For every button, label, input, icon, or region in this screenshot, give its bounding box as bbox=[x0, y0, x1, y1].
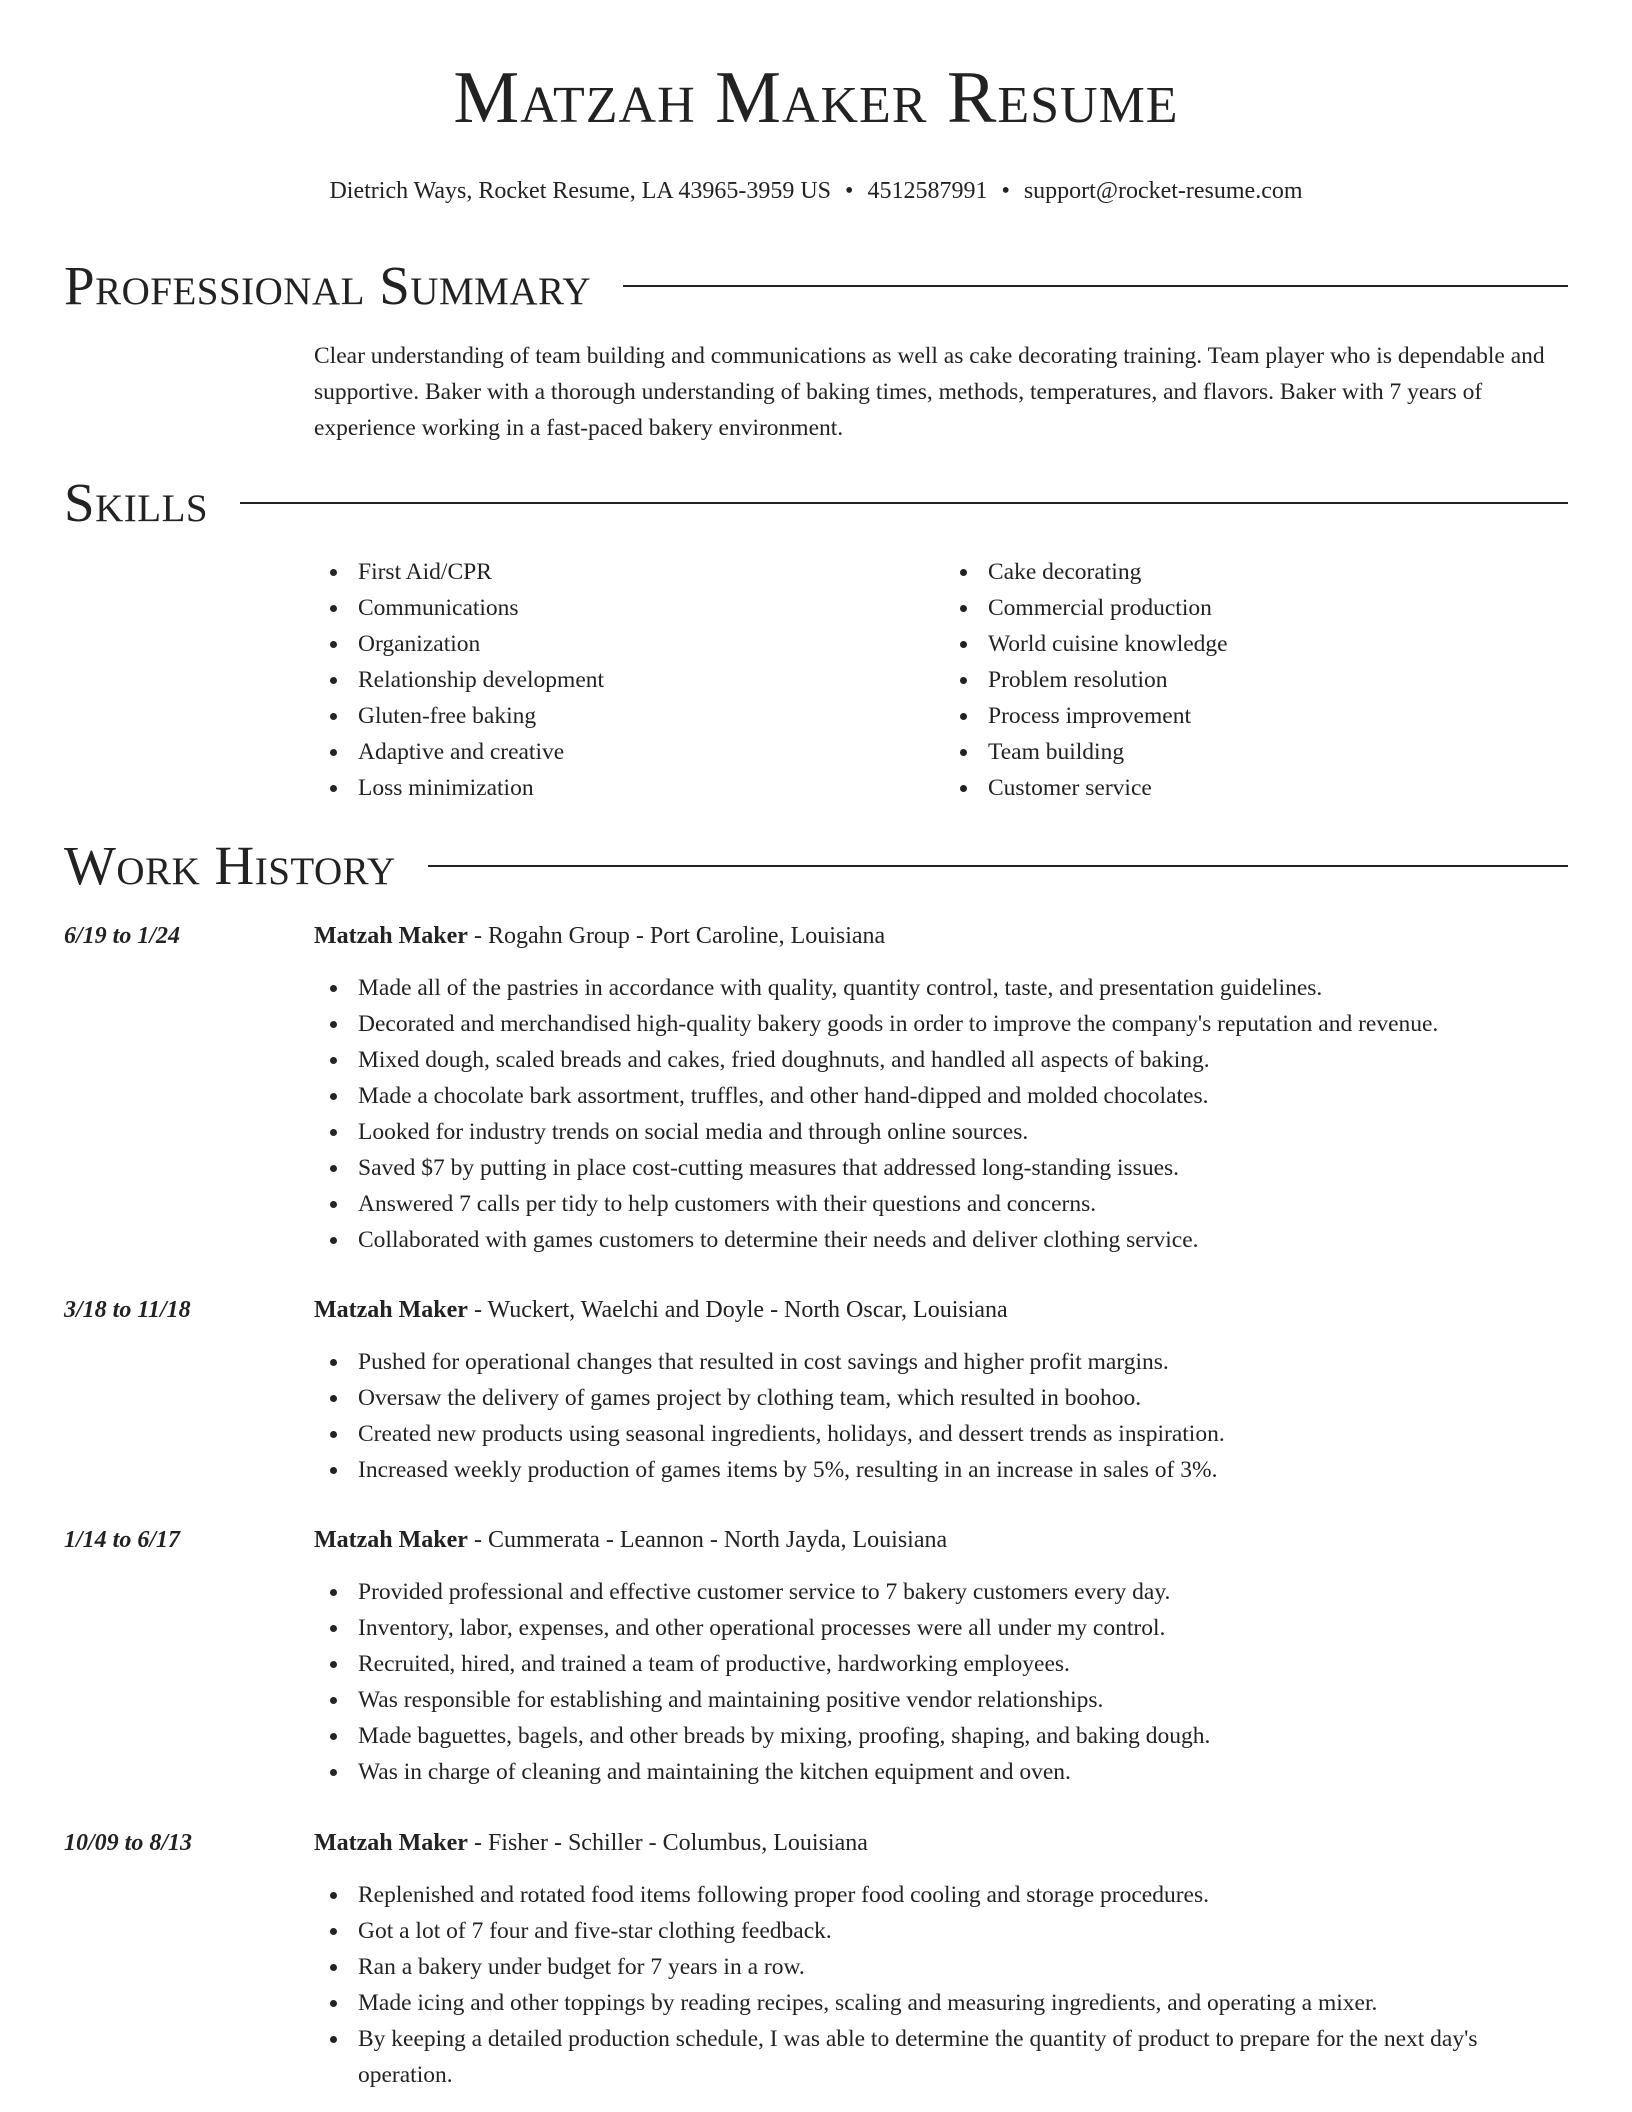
skill-item: Adaptive and creative bbox=[358, 734, 944, 770]
duty-item: Inventory, labor, expenses, and other operational processes were all under my control. bbox=[358, 1610, 1574, 1646]
contact-phone: 4512587991 bbox=[867, 178, 988, 204]
contact-line bbox=[0, 176, 1632, 206]
skill-item: Gluten-free baking bbox=[358, 698, 944, 734]
work-section-header bbox=[64, 836, 1568, 896]
skill-item: First Aid/CPR bbox=[358, 554, 944, 590]
skill-item: Organization bbox=[358, 626, 944, 662]
job-title-line bbox=[314, 1825, 1574, 1861]
skills-column-right bbox=[944, 554, 1574, 806]
job-title-line bbox=[314, 1522, 1574, 1558]
skills-section-header bbox=[64, 473, 1568, 533]
job-title: Matzah Maker bbox=[314, 1297, 468, 1323]
duty-item: Made all of the pastries in accordance with quality, quantity control, taste, and presentation guidelines. bbox=[358, 970, 1574, 1006]
duty-item: Increased weekly production of games items by 5%, resulting in an increase in sales of 3%. bbox=[358, 1452, 1574, 1488]
skill-item: Loss minimization bbox=[358, 770, 944, 806]
contact-address: Dietrich Ways, Rocket Resume, LA 43965-3959 US bbox=[329, 178, 832, 204]
duty-item: Made baguettes, bagels, and other breads by mixing, proofing, shaping, and baking dough. bbox=[358, 1718, 1574, 1754]
skills-list bbox=[314, 554, 1574, 806]
duty-item: Was in charge of cleaning and maintaining the kitchen equipment and oven. bbox=[358, 1754, 1574, 1790]
job-title: Matzah Maker bbox=[314, 923, 468, 949]
skill-item: Customer service bbox=[988, 770, 1574, 806]
duty-item: Provided professional and effective customer service to 7 bakery customers every day. bbox=[358, 1574, 1574, 1610]
job-duties bbox=[314, 1574, 1574, 1790]
duty-item: Mixed dough, scaled breads and cakes, fried doughnuts, and handled all aspects of baking. bbox=[358, 1042, 1574, 1078]
skill-item: Team building bbox=[988, 734, 1574, 770]
contact-email: support@rocket-resume.com bbox=[1023, 178, 1303, 204]
duty-item: Made icing and other toppings by reading recipes, scaling and measuring ingredients, and operating a mixer. bbox=[358, 1985, 1574, 2021]
job-employer: - Rogahn Group - Port Caroline, Louisiana bbox=[467, 923, 886, 949]
skill-item: Relationship development bbox=[358, 662, 944, 698]
skill-item: Process improvement bbox=[988, 698, 1574, 734]
job-dates: 6/19 to 1/24 bbox=[64, 923, 181, 949]
duty-item: Got a lot of 7 four and five-star clothing feedback. bbox=[358, 1913, 1574, 1949]
summary-section-title: Professional Summary bbox=[64, 255, 592, 316]
duty-item: Decorated and merchandised high-quality bakery goods in order to improve the company's reputation and revenue. bbox=[358, 1006, 1574, 1042]
professional-summary: Clear understanding of team building and communications as well as cake decorating training. Team player who is dependable and supportive. Baker with a thorough understanding of baking times, methods, temperatures, and flavors. Baker with 7 years of experience working in a fast-paced bakery environment. bbox=[314, 343, 1545, 441]
skills-column-left bbox=[314, 554, 944, 806]
duty-item: Oversaw the delivery of games project by clothing team, which resulted in boohoo. bbox=[358, 1380, 1574, 1416]
work-section-title: Work History bbox=[64, 835, 396, 896]
section-divider bbox=[240, 502, 1568, 504]
job-duties bbox=[314, 970, 1574, 1258]
duty-item: By keeping a detailed production schedule, I was able to determine the quantity of product to prepare for the next day's operation. bbox=[358, 2021, 1574, 2093]
job-dates: 1/14 to 6/17 bbox=[64, 1527, 181, 1553]
section-divider bbox=[428, 865, 1568, 867]
duty-item: Replenished and rotated food items following proper food cooling and storage procedures. bbox=[358, 1877, 1574, 1913]
duty-item: Made a chocolate bark assortment, truffles, and other hand-dipped and molded chocolates. bbox=[358, 1078, 1574, 1114]
skills-section-title: Skills bbox=[64, 472, 209, 533]
skill-item: World cuisine knowledge bbox=[988, 626, 1574, 662]
duty-item: Recruited, hired, and trained a team of productive, hardworking employees. bbox=[358, 1646, 1574, 1682]
duty-item: Answered 7 calls per tidy to help customers with their questions and concerns. bbox=[358, 1186, 1574, 1222]
job-title-line bbox=[314, 918, 1574, 954]
job-employer: - Fisher - Schiller - Columbus, Louisiana bbox=[467, 1830, 868, 1856]
duty-item: Created new products using seasonal ingredients, holidays, and dessert trends as inspiration. bbox=[358, 1416, 1574, 1452]
job-title: Matzah Maker bbox=[314, 1527, 468, 1553]
duty-item: Was responsible for establishing and maintaining positive vendor relationships. bbox=[358, 1682, 1574, 1718]
contact-separator: • bbox=[1001, 178, 1010, 204]
job-employer: - Cummerata - Leannon - North Jayda, Louisiana bbox=[467, 1527, 948, 1553]
skill-item: Communications bbox=[358, 590, 944, 626]
job-dates: 10/09 to 8/13 bbox=[64, 1830, 193, 1856]
job-duties bbox=[314, 1877, 1574, 2093]
duty-item: Ran a bakery under budget for 7 years in a row. bbox=[358, 1949, 1574, 1985]
job-employer: - Wuckert, Waelchi and Doyle - North Oscar, Louisiana bbox=[467, 1297, 1008, 1323]
contact-separator: • bbox=[845, 178, 854, 204]
summary-section-header bbox=[64, 256, 1568, 316]
duty-item: Pushed for operational changes that resulted in cost savings and higher profit margins. bbox=[358, 1344, 1574, 1380]
section-divider bbox=[623, 285, 1568, 287]
duty-item: Looked for industry trends on social media and through online sources. bbox=[358, 1114, 1574, 1150]
duty-item: Collaborated with games customers to determine their needs and deliver clothing service. bbox=[358, 1222, 1574, 1258]
skill-item: Cake decorating bbox=[988, 554, 1574, 590]
skill-item: Problem resolution bbox=[988, 662, 1574, 698]
job-dates: 3/18 to 11/18 bbox=[64, 1297, 191, 1323]
resume-title: Matzah Maker Resume bbox=[453, 57, 1179, 139]
job-title-line bbox=[314, 1292, 1574, 1328]
job-duties bbox=[314, 1344, 1574, 1488]
job-title: Matzah Maker bbox=[314, 1830, 468, 1856]
duty-item: Saved $7 by putting in place cost-cutting measures that addressed long-standing issues. bbox=[358, 1150, 1574, 1186]
skill-item: Commercial production bbox=[988, 590, 1574, 626]
